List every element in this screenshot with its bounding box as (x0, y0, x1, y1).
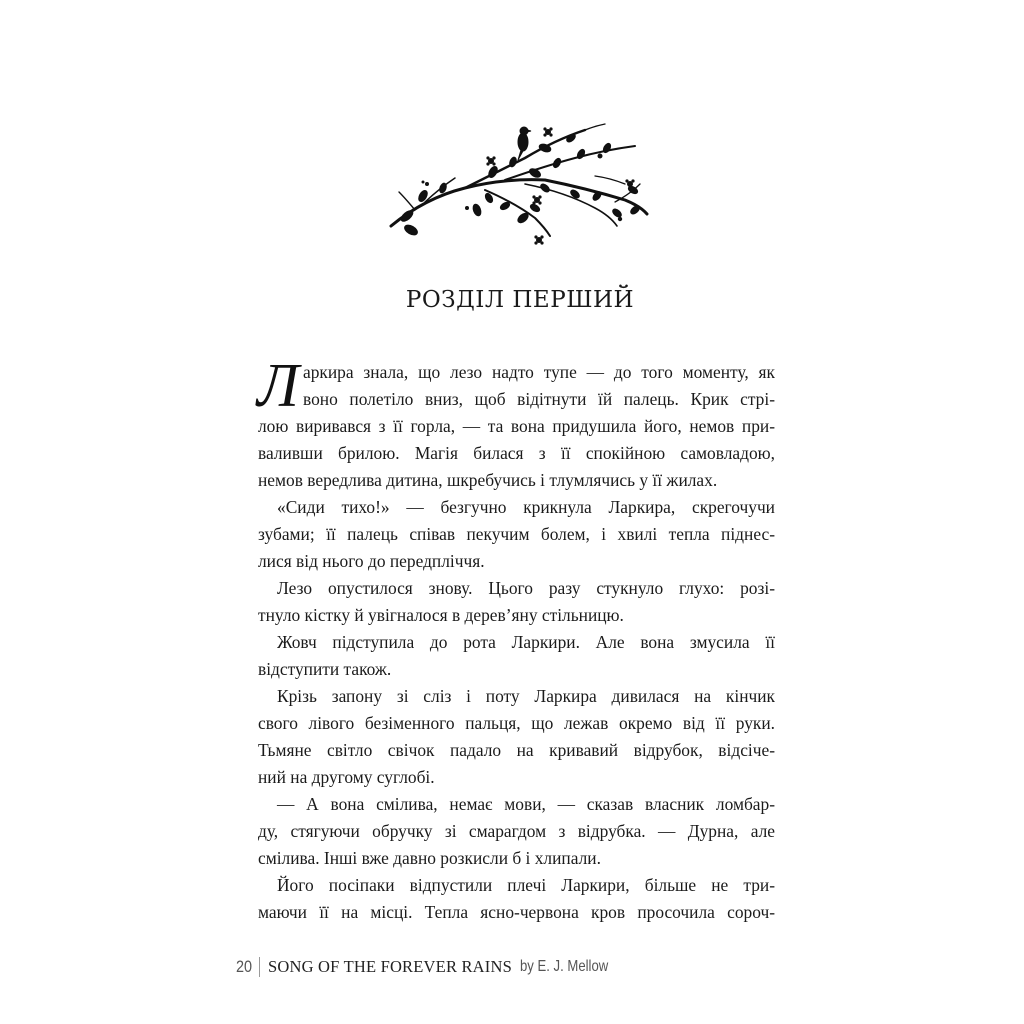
page-footer (236, 954, 628, 980)
text-line: Його посіпаки відпустили плечі Ларкири, більше не три- (277, 875, 775, 895)
text-line: лися від нього до передпліччя. (258, 551, 485, 571)
text-line: Крізь запону зі сліз і поту Ларкира дивилася на кінчик (277, 686, 775, 706)
text-line: ний на другому суглобі. (258, 767, 435, 787)
drop-cap: Л (257, 352, 299, 420)
book-title: SONG OF THE FOREVER RAINS (268, 957, 512, 976)
text-line: смілива. Інші вже давно розкисли б і хлипали. (258, 848, 601, 868)
page-number: 20 (236, 957, 253, 976)
text-line: свого лівого безіменного пальця, що лежав окремо від її руки. (258, 713, 775, 733)
text-line: лою виривався з її горла, — та вона придушила його, немов при- (258, 416, 775, 436)
text-line: — А вона смілива, немає мови, — сказав власник ломбар- (277, 794, 775, 814)
text-line: зубами; її палець співав пекучим болем, і хвилі тепла піднес- (258, 524, 775, 544)
branch-with-bird-icon (385, 118, 655, 258)
text-line: аркира знала, що лезо надто тупе — до того моменту, як (303, 362, 775, 382)
chapter-title: РОЗДІЛ ПЕРШИЙ (405, 287, 635, 314)
footer-separator (259, 957, 260, 977)
text-line: немов вередлива дитина, шкребучись і тлумлячись у її жилах. (258, 470, 718, 490)
text-line: відступити також. (258, 659, 392, 679)
text-line: Тьмяне світло свічок падало на кривавий відрубок, відсіче- (258, 740, 775, 760)
text-line: валивши брилою. Магія билася з її спокійною самовладою, (258, 443, 775, 463)
text-line: маючи її на місці. Тепла ясно-червона кров просочила сороч- (258, 902, 775, 922)
text-line: воно полетіло вниз, щоб відітнути їй палець. Крик стрі- (303, 389, 775, 409)
author-name: by E. J. Mellow (519, 958, 609, 975)
text-line: «Сиди тихо!» — безгучно крикнула Ларкира, скрегочучи (277, 497, 775, 517)
text-line: Жовч підступила до рота Ларкири. Але вона змусила її (277, 632, 775, 652)
chapter-body-text (257, 352, 775, 926)
text-line: Лезо опустилося знову. Цього разу стукнуло глухо: розі- (277, 578, 775, 598)
text-line: ду, стягуючи обручку зі смарагдом з відрубка. — Дурна, але (258, 821, 775, 841)
text-line: тнуло кістку й увігналося в дерев’яну стільницю. (258, 605, 624, 625)
